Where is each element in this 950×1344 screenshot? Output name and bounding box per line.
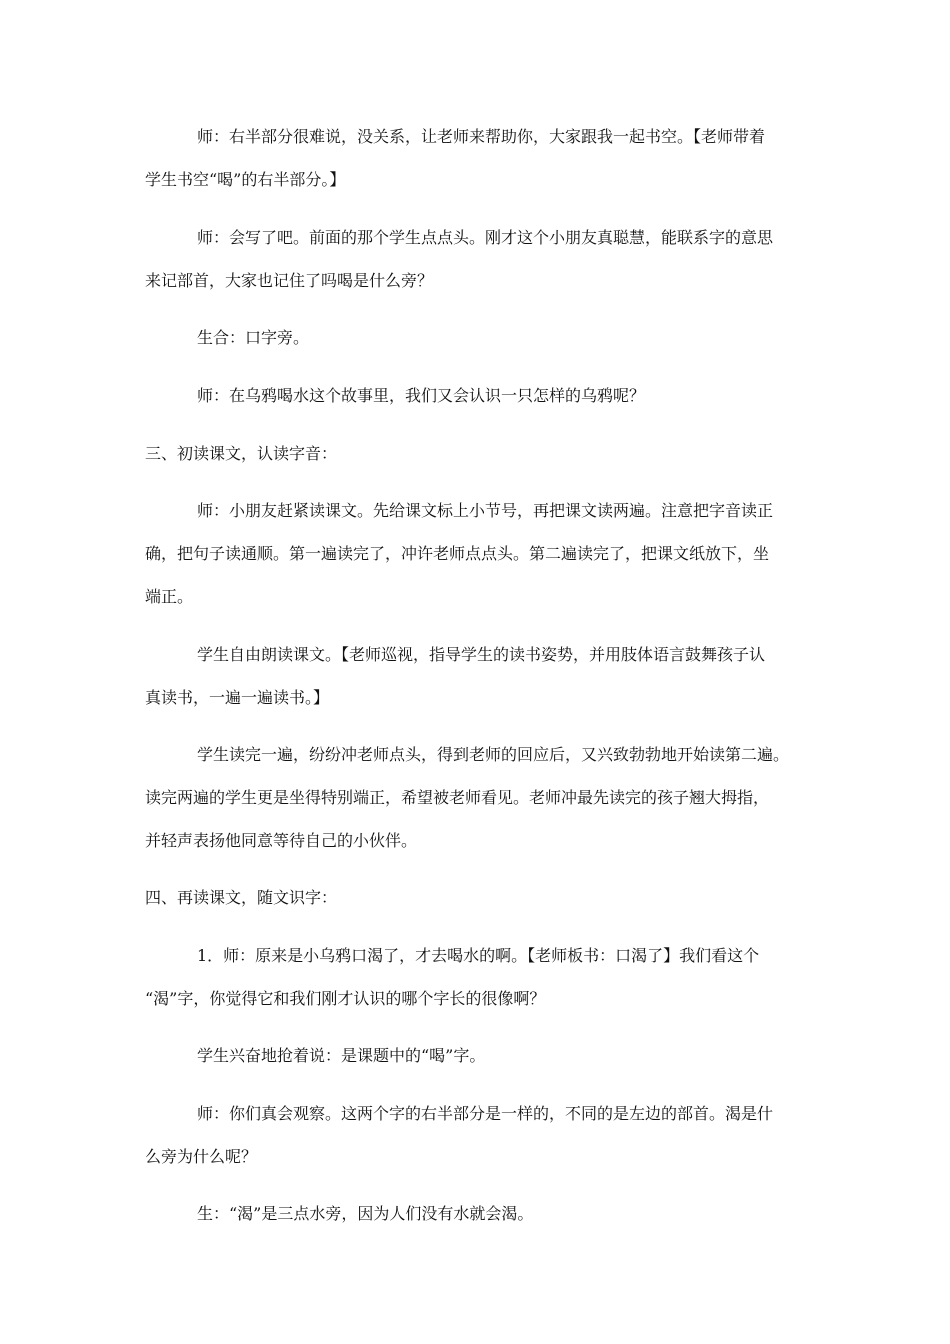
paragraph-2-line-1: 师：会写了吧。前面的那个学生点点头。刚才这个小朋友真聪慧，能联系字的意思 (197, 228, 774, 247)
section-heading-3: 三、初读课文，认读字音： (145, 444, 338, 463)
paragraph-8-line-1: 1．师：原来是小乌鸦口渴了，才去喝水的啊。【老师板书：口渴了】我们看这个 (197, 946, 760, 965)
paragraph-6-line-1: 学生自由朗读课文。【老师巡视，指导学生的读书姿势，并用肢体语言鼓舞孩子认 (197, 645, 766, 664)
section-heading-4: 四、再读课文，随文识字： (145, 888, 338, 907)
paragraph-6-line-2: 真读书，一遍一遍读书。】 (145, 688, 330, 707)
paragraph-7-line-1: 学生读完一遍，纷纷冲老师点头，得到老师的回应后，又兴致勃勃地开始读第二遍。 (197, 745, 790, 764)
paragraph-1-line-1: 师：右半部分很难说，没关系，让老师来帮助你，大家跟我一起书空。【老师带着 (197, 127, 766, 146)
paragraph-7-line-3: 并轻声表扬他同意等待自己的小伙伴。 (145, 831, 418, 850)
paragraph-10-line-2: 么旁为什么呢？ (145, 1147, 258, 1166)
paragraph-5-line-2: 确，把句子读通顺。第一遍读完了，冲许老师点点头。第二遍读完了，把课文纸放下，坐 (145, 544, 770, 563)
paragraph-7-line-2: 读完两遍的学生更是坐得特别端正，希望被老师看见。老师冲最先读完的孩子翘大拇指， (145, 788, 770, 807)
paragraph-1-line-2: 学生书空“喝”的右半部分。】 (145, 170, 346, 189)
paragraph-8-line-2: “渴”字，你觉得它和我们刚才认识的哪个字长的很像啊？ (145, 989, 546, 1008)
paragraph-9-line-1: 学生兴奋地抢着说：是课题中的“喝”字。 (197, 1046, 486, 1065)
paragraph-5-line-3: 端正。 (145, 587, 194, 606)
paragraph-3-line-1: 生合：口字旁。 (197, 328, 310, 347)
paragraph-4-line-1: 师：在乌鸦喝水这个故事里，我们又会认识一只怎样的乌鸦呢？ (197, 386, 646, 405)
paragraph-10-line-1: 师：你们真会观察。这两个字的右半部分是一样的，不同的是左边的部首。渴是什 (197, 1104, 774, 1123)
paragraph-2-line-2: 来记部首，大家也记住了吗喝是什么旁？ (145, 271, 434, 290)
paragraph-11-line-1: 生：“渴”是三点水旁，因为人们没有水就会渴。 (197, 1204, 534, 1223)
paragraph-5-line-1: 师：小朋友赶紧读课文。先给课文标上小节号，再把课文读两遍。注意把字音读正 (197, 501, 774, 520)
